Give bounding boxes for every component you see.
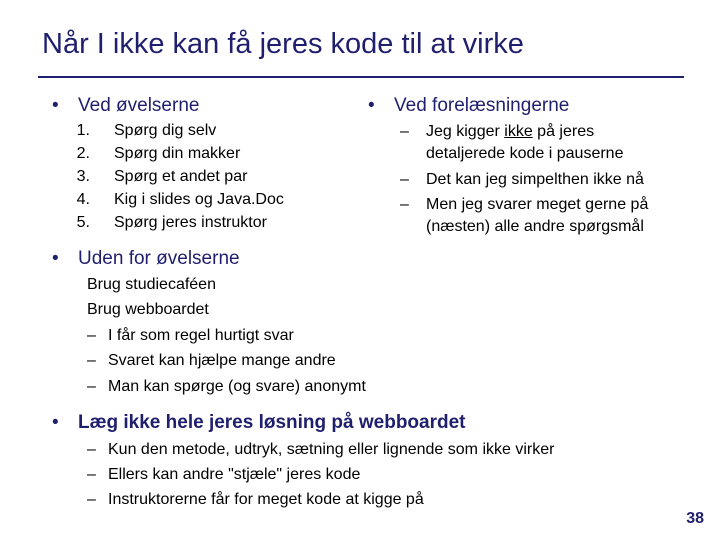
exercise-item-4: Kig i slides og Java.Doc — [114, 191, 284, 208]
exercise-item-2: Spørg din makker — [114, 145, 241, 162]
webboard-heading: Læg ikke hele jeres løsning på webboardet — [78, 412, 466, 433]
outside-dash-3: – — [87, 378, 96, 395]
lectures-item-1-cont: detaljerede kode i pauserne — [426, 145, 624, 162]
exercise-item-3: Spørg et andet par — [114, 168, 248, 185]
outside-sub-3: Man kan spørge (og svare) anonymt — [108, 378, 366, 395]
outside-line-1: Brug studiecaféen — [87, 276, 216, 293]
lectures-heading: Ved forelæsningerne — [394, 95, 570, 116]
exercise-number-2: 2. — [76, 145, 90, 162]
webboard-dash-1: – — [87, 441, 96, 458]
webboard-dash-3: – — [87, 491, 96, 508]
exercise-number-4: 4. — [76, 191, 90, 208]
bullet-exercises: • — [52, 95, 59, 116]
exercises-heading: Ved øvelserne — [78, 95, 200, 116]
outside-sub-2: Svaret kan hjælpe mange andre — [108, 352, 336, 369]
underlined-word: ikke — [504, 123, 533, 140]
outside-dash-1: – — [87, 327, 96, 344]
lectures-item-3: Men jeg svarer meget gerne på — [426, 196, 649, 213]
bullet-webboard: • — [52, 412, 59, 433]
bullet-lectures: • — [368, 95, 375, 116]
slide-title: Når I ikke kan få jeres kode til at virke — [42, 28, 524, 60]
page-number: 38 — [686, 510, 704, 527]
exercise-number-1: 1. — [76, 122, 90, 139]
lectures-dash-1: – — [400, 123, 409, 140]
lectures-item-1: Jeg kigger ikke på jeres — [426, 123, 595, 140]
webboard-sub-2: Ellers kan andre "stjæle" jeres kode — [108, 466, 361, 483]
outside-line-2: Brug webboardet — [87, 301, 209, 318]
title-divider — [38, 76, 684, 78]
lectures-item-3-cont: (næsten) alle andre spørgsmål — [426, 218, 644, 235]
lectures-dash-3: – — [400, 196, 409, 213]
lectures-item-2: Det kan jeg simpelthen ikke nå — [426, 171, 644, 188]
outside-heading: Uden for øvelserne — [78, 248, 240, 269]
outside-dash-2: – — [87, 352, 96, 369]
webboard-sub-1: Kun den metode, udtryk, sætning eller lignende som ikke virker — [108, 441, 555, 458]
webboard-sub-3: Instruktorerne får for meget kode at kigge på — [108, 491, 424, 508]
exercise-number-3: 3. — [76, 168, 90, 185]
exercise-item-1: Spørg dig selv — [114, 122, 217, 139]
outside-sub-1: I får som regel hurtigt svar — [108, 327, 294, 344]
lectures-dash-2: – — [400, 171, 409, 188]
bullet-outside: • — [52, 248, 59, 269]
exercise-number-5: 5. — [76, 214, 90, 231]
exercise-item-5: Spørg jeres instruktor — [114, 214, 267, 231]
webboard-dash-2: – — [87, 466, 96, 483]
